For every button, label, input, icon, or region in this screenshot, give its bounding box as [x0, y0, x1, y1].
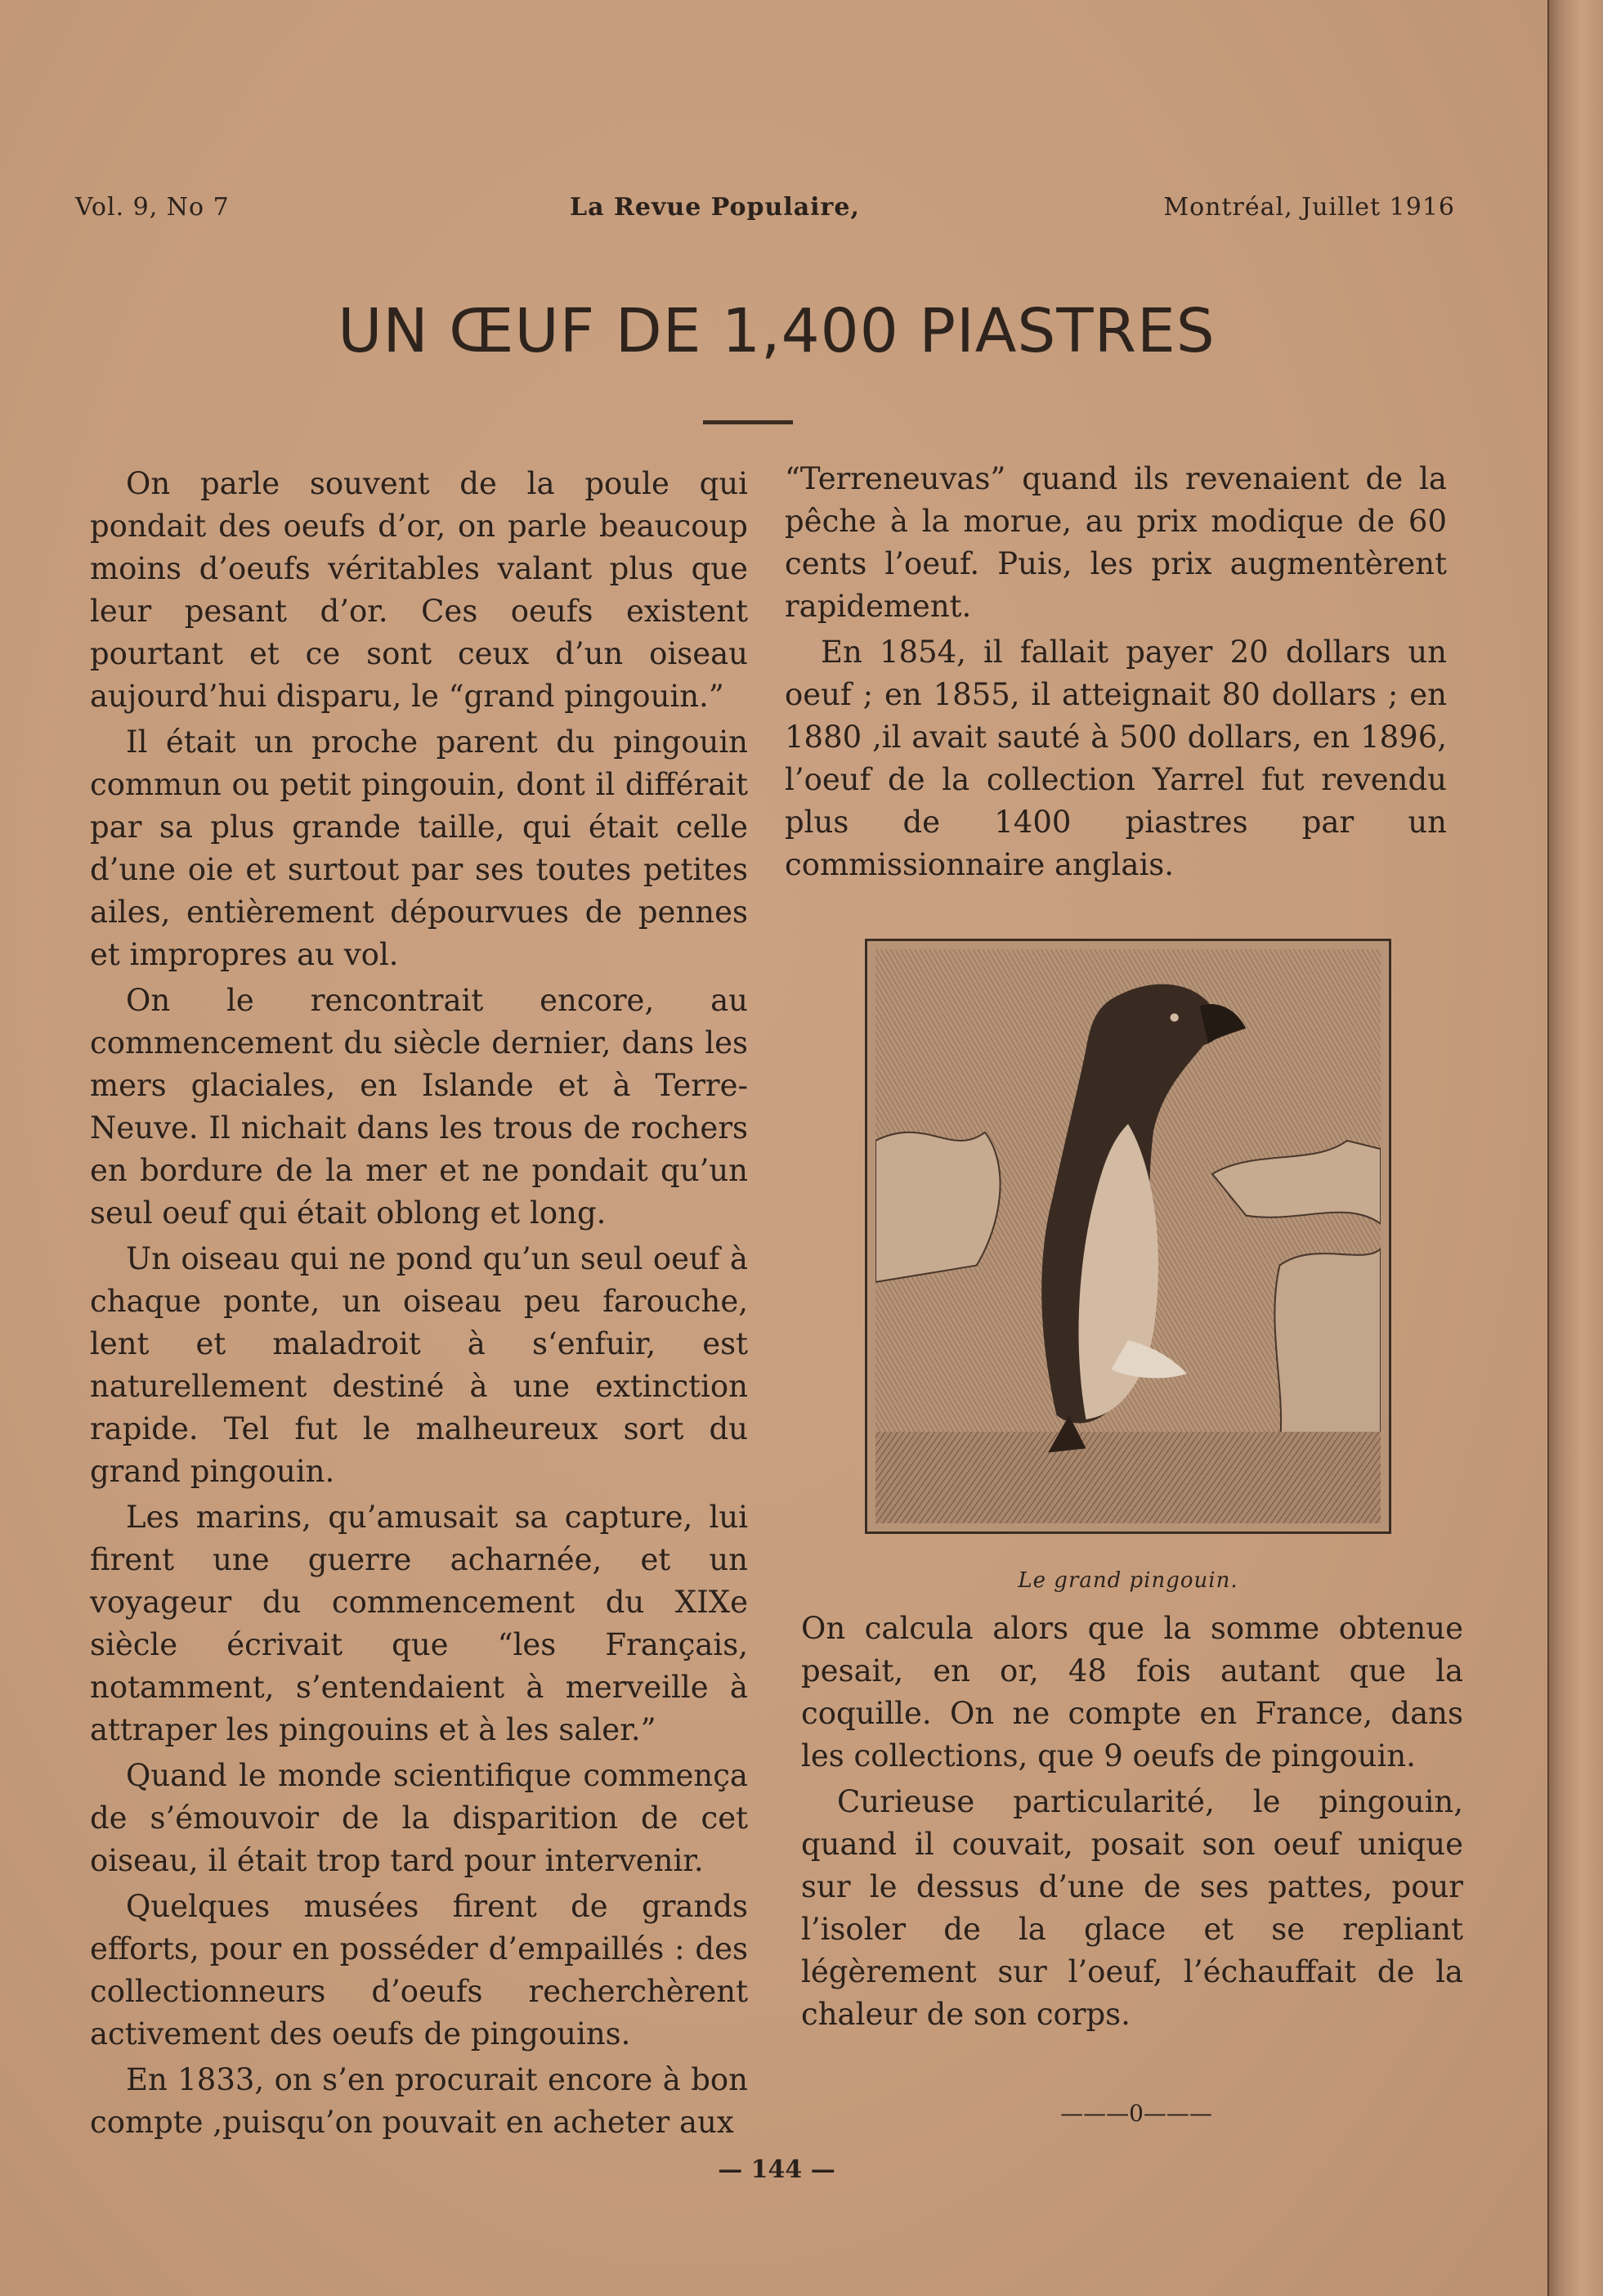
- place-date: Montréal, Juillet 1916: [1163, 193, 1455, 222]
- book-spine: [1549, 0, 1603, 2296]
- running-header: [75, 193, 1455, 226]
- end-mark: ———0———: [1060, 2100, 1212, 2127]
- paragraph: Un oiseau qui ne pond qu’un seul oeuf à chaque ponte, un oiseau peu farouche, lent et maladroit à s‘enfuir, est naturellement destiné à une extinction rapide. Tel fut le malheureux sort du grand pingouin.: [90, 1241, 748, 1489]
- volume-number: Vol. 9, No 7: [75, 193, 230, 222]
- left-column: [90, 463, 748, 2147]
- right-column-bottom: [801, 1608, 1463, 2039]
- publication-name: La Revue Populaire,: [570, 193, 860, 222]
- paragraph: Les marins, qu’amusait sa capture, lui firent une guerre acharnée, et un voyageur du commencement du XIXe siècle écrivait que “les Français, notamment, s’entendaient à merveille à attraper les pingouins et à les saler.”: [90, 1500, 748, 1747]
- paragraph: On calcula alors que la somme obtenue pesait, en or, 48 fois autant que la coquille. On ne compte en France, dans les collections, que 9 oeufs de pingouin.: [801, 1611, 1463, 1774]
- page-number: — 144 —: [718, 2155, 835, 2184]
- paragraph: En 1833, on s’en procurait encore à bon compte ,puisqu’on pouvait en acheter aux: [90, 2062, 748, 2140]
- paragraph: On parle souvent de la poule qui pondait des oeufs d’or, on parle beaucoup moins d’oeufs véritables valant plus que leur pesant d’or. Ces oeufs existent pourtant et ce sont ceux d’un oiseau aujourd’hui disparu, le “grand pingouin.”: [90, 466, 748, 714]
- paragraph: Quand le monde scientifique commença de s’émouvoir de la disparition de cet oiseau, il était trop tard pour intervenir.: [90, 1758, 748, 1878]
- title-rule: [703, 420, 793, 424]
- figure-caption: Le grand pingouin.: [1018, 1568, 1238, 1593]
- paragraph: Il était un proche parent du pingouin commun ou petit pingouin, dont il différait par sa plus grande taille, qui était celle d’une oie et surtout par ses toutes petites ailes, entièrement dépourvues de pennes et impropres au vol.: [90, 724, 748, 972]
- paragraph: “Terreneuvas” quand ils revenaient de la pêche à la morue, au prix modique de 60 cents l’oeuf. Puis, les prix augmentèrent rapidement.: [785, 461, 1447, 624]
- article-title: UN ŒUF DE 1,400 PIASTRES: [338, 296, 1216, 366]
- great-auk-engraving: [875, 949, 1381, 1523]
- right-column-top: [785, 458, 1447, 890]
- paragraph: En 1854, il fallait payer 20 dollars un oeuf ; en 1855, il atteignait 80 dollars ; en 1880 ,il avait sauté à 500 dollars, en 1896, l’oeuf de la collection Yarrel fut revendu plus de 1400 piastres par un commissionnaire anglais.: [785, 635, 1447, 882]
- paragraph: Quelques musées firent de grands efforts, pour en posséder d’empaillés : des collectionneurs d’oeufs recherchèrent activement des oeufs de pingouins.: [90, 1889, 748, 2052]
- paragraph: On le rencontrait encore, au commencement du siècle dernier, dans les mers glaciales, en Islande et à Terre-Neuve. Il nichait dans les trous de rochers en bordure de la mer et ne pondait qu’un seul oeuf qui était oblong et long.: [90, 983, 748, 1231]
- great-auk-illustration: [865, 939, 1391, 1534]
- paragraph: Curieuse particularité, le pingouin, quand il couvait, posait son oeuf unique sur le dessus d’une de ses pattes, pour l’isoler de la glace et se repliant légèrement sur l’oeuf, l’échauffait de la chaleur de son corps.: [801, 1784, 1463, 2032]
